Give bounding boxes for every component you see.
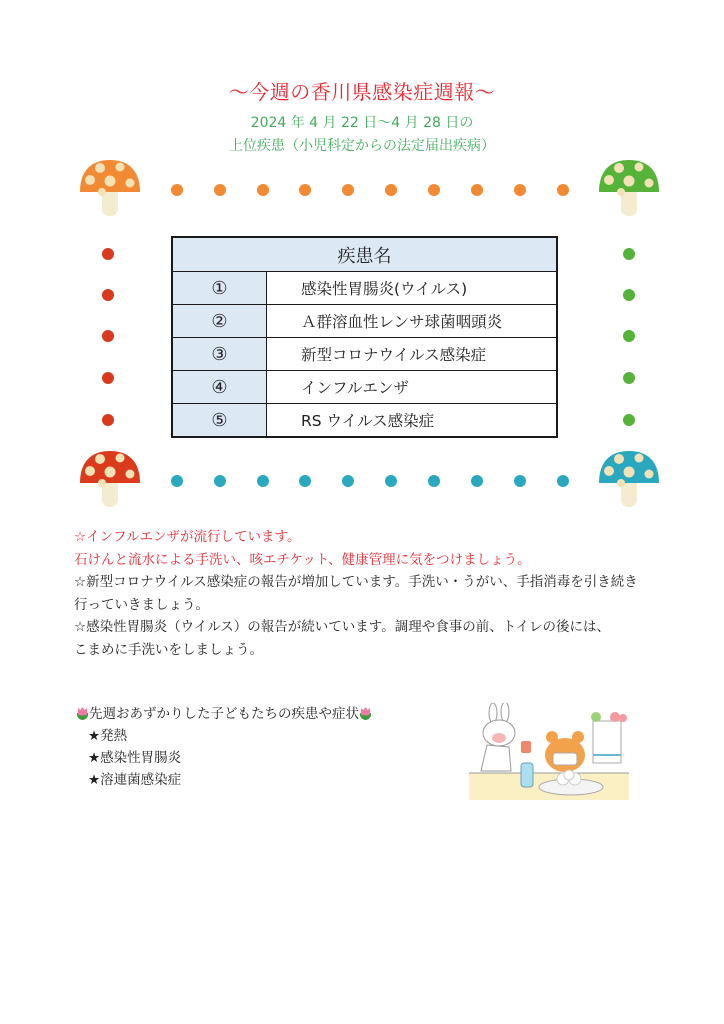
- symptom-item: ★発熱: [88, 728, 128, 744]
- rank-cell: ④: [172, 371, 267, 404]
- rank-cell: ⑤: [172, 404, 267, 438]
- rank-cell: ①: [172, 272, 267, 305]
- symptom-item: ★溶連菌感染症: [88, 772, 182, 788]
- note-gastro: ☆感染性胃腸炎（ウイルス）の報告が続いています。調理や食事の前、トイレの後には、: [74, 619, 611, 635]
- disease-cell: 感染性胃腸炎(ウイルス): [267, 272, 558, 305]
- table-row: [172, 305, 557, 338]
- table-row: [172, 338, 557, 371]
- report-subtitle: 上位疾患（小児科定からの法定届出疾病）: [229, 138, 495, 154]
- disease-cell: インフルエンザ: [267, 371, 558, 404]
- report-period: 2024 年 4 月 22 日～4 月 28 日の: [250, 115, 474, 131]
- kids-heading: 先週おあずかりした子どもたちの疾患や症状: [89, 706, 359, 722]
- mushroom-icon-blue: [597, 447, 661, 509]
- disease-cell: RS ウイルス感染症: [267, 404, 558, 438]
- kids-section: [76, 703, 372, 791]
- table-header: 疾患名: [172, 237, 557, 272]
- table-row: [172, 371, 557, 404]
- mushroom-icon-red: [78, 447, 142, 509]
- tulip-icon: [359, 706, 372, 720]
- table-row: [172, 404, 557, 438]
- note-covid: ☆新型コロナウイルス感染症の報告が増加しています。手洗い・うがい、手指消毒を引き続き: [74, 574, 638, 590]
- note-gastro-cont: こまめに手洗いをしましょう。: [74, 641, 263, 658]
- note-influenza: ☆インフルエンザが流行しています。: [74, 529, 301, 545]
- page-title: ～今週の香川県感染症週報～: [228, 80, 496, 104]
- mushroom-icon-orange: [78, 156, 142, 218]
- note-covid-cont: 行っていきましょう。: [74, 596, 209, 613]
- mushroom-icon-green: [597, 156, 661, 218]
- table-row: [172, 272, 557, 305]
- symptom-item: ★感染性胃腸炎: [88, 750, 182, 766]
- rank-cell: ③: [172, 338, 267, 371]
- disease-cell: Ａ群溶血性レンサ球菌咽頭炎: [267, 305, 558, 338]
- tulip-icon: [76, 706, 89, 720]
- disease-cell: 新型コロナウイルス感染症: [267, 338, 558, 371]
- rank-cell: ②: [172, 305, 267, 338]
- notes-section: [74, 526, 714, 661]
- kids-heading-row: [76, 703, 372, 725]
- note-hygiene: 石けんと流水による手洗い、咳エチケット、健康管理に気をつけましょう。: [74, 551, 531, 568]
- disease-ranking-table: [171, 236, 558, 438]
- handwashing-illustration: [465, 703, 630, 800]
